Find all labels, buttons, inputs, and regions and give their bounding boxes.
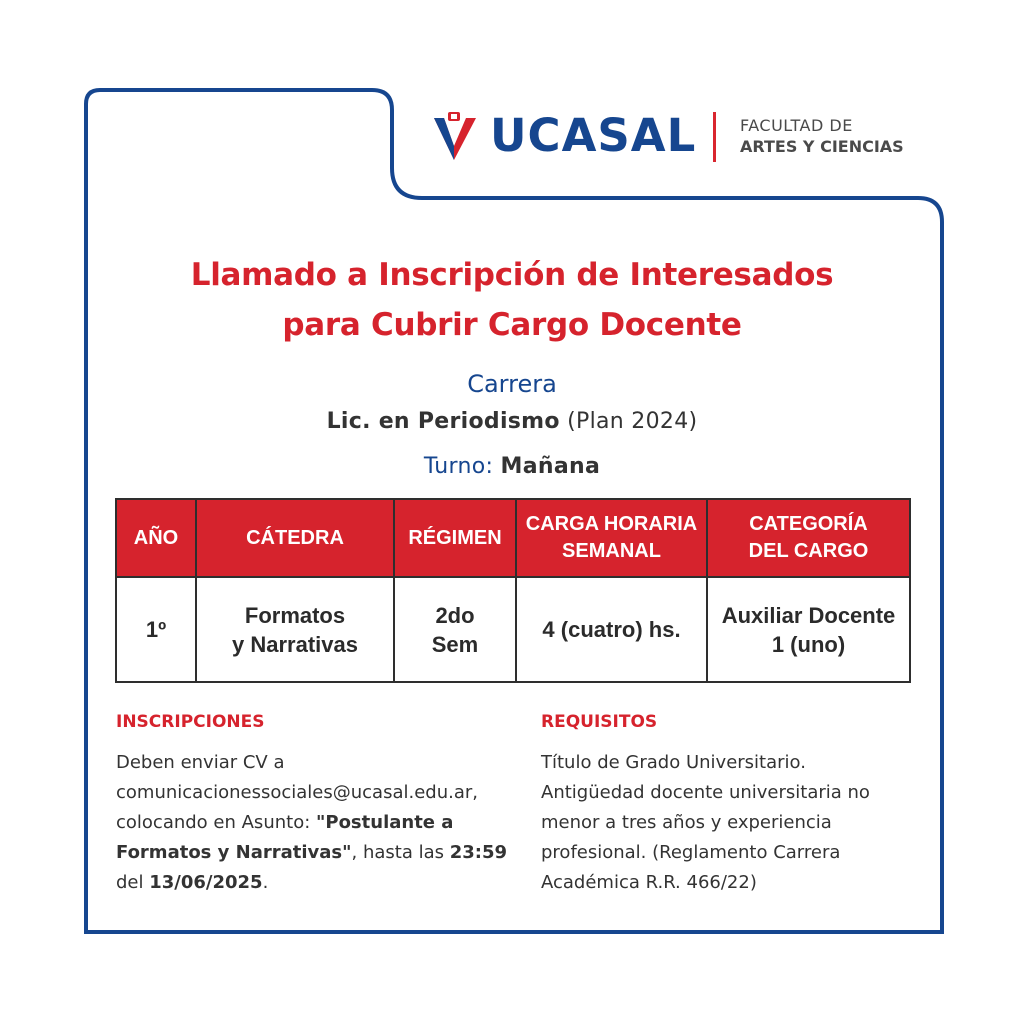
positions-table xyxy=(115,498,911,683)
header-regime: RÉGIMEN xyxy=(394,499,516,577)
title-line-1: Llamado a Inscripción de Interesados xyxy=(190,257,834,293)
cell-regime: 2do Sem xyxy=(394,577,516,682)
career-plan: (Plan 2024) xyxy=(567,409,698,434)
career-label: Carrera xyxy=(467,370,557,398)
page-title xyxy=(100,250,924,350)
cell-subject: Formatos y Narrativas xyxy=(196,577,394,682)
contact-email[interactable]: comunicacionessociales@ucasal.edu.ar, xyxy=(116,782,478,803)
requirements-text xyxy=(541,748,911,898)
requirements-section xyxy=(541,708,911,898)
career-title: Lic. en Periodismo xyxy=(326,409,560,434)
header-weekly-hours: CARGA HORARIA SEMANAL xyxy=(516,499,707,577)
inscriptions-heading: INSCRIPCIONES xyxy=(116,712,265,732)
requirement-line: profesional. (Reglamento Carrera xyxy=(541,842,841,863)
header-position-category: CATEGORÍA DEL CARGO xyxy=(707,499,910,577)
subject-part-1: "Postulante a xyxy=(316,812,454,833)
header-subject: CÁTEDRA xyxy=(196,499,394,577)
requirement-line: Antigüedad docente universitaria no xyxy=(541,782,870,803)
faculty-name xyxy=(740,116,904,158)
logo-wordmark: UCASAL xyxy=(490,109,697,162)
table-row xyxy=(116,577,910,682)
shift xyxy=(0,451,1024,483)
inscriptions-text: Deben enviar CV a comunicacionessociales@ucasal.edu.ar, colocando en Asunto: "Postulante a Formatos y Narrativas", hasta las 23:59 del 13/06/2025. xyxy=(116,752,508,893)
faculty-line-2: ARTES Y CIENCIAS xyxy=(740,137,904,156)
title-line-2: para Cubrir Cargo Docente xyxy=(282,307,742,343)
cell-weekly-hours: 4 (cuatro) hs. xyxy=(516,577,707,682)
inscriptions-section xyxy=(116,708,516,898)
faculty-line-1: FACULTAD DE xyxy=(740,116,853,135)
requirements-heading: REQUISITOS xyxy=(541,712,658,732)
requirement-line: Académica R.R. 466/22) xyxy=(541,872,757,893)
deadline-time: 23:59 xyxy=(449,842,508,863)
header-year: AÑO xyxy=(116,499,196,577)
shift-label: Turno: xyxy=(423,454,494,479)
logo-divider xyxy=(713,112,716,162)
shift-value: Mañana xyxy=(500,454,601,479)
requirement-line: menor a tres años y experiencia xyxy=(541,812,832,833)
career-name xyxy=(0,406,1024,438)
ucasal-shield-icon xyxy=(432,112,478,162)
subject-part-2: Formatos y Narrativas" xyxy=(116,842,352,863)
cell-year: 1º xyxy=(116,577,196,682)
cell-position-category: Auxiliar Docente 1 (uno) xyxy=(707,577,910,682)
table-header-row xyxy=(116,499,910,577)
requirement-line: Título de Grado Universitario. xyxy=(541,752,806,773)
deadline-date: 13/06/2025 xyxy=(149,872,263,893)
